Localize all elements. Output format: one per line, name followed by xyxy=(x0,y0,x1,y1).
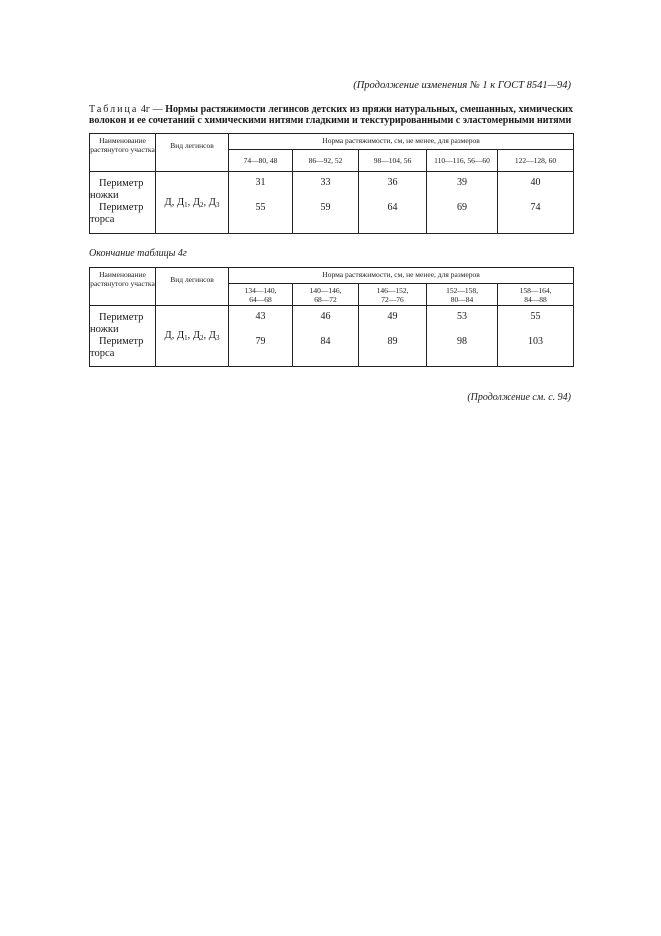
value-cell: 33 59 xyxy=(293,172,359,234)
caption-label: Таблица xyxy=(89,104,139,115)
table-continuation-caption: Окончание таблицы 4г xyxy=(89,248,187,259)
zone-cell xyxy=(90,172,156,234)
value-cell: 46 84 xyxy=(293,306,359,367)
zone-cell xyxy=(90,306,156,367)
page-header: (Продолжение изменения № 1 к ГОСТ 8541—94) xyxy=(353,80,571,91)
value-cell: 55 103 xyxy=(498,306,574,367)
size-header: 110—116, 56—60 xyxy=(427,150,498,172)
value-cell: 40 74 xyxy=(498,172,574,234)
zone-name: торса xyxy=(90,348,115,359)
size-header: 140—146, 68—72 xyxy=(293,284,359,306)
legging-type-cell: Д, $Д_1$, $Д_2$, $Д_3$ xyxy=(156,306,229,367)
table-caption xyxy=(89,104,573,126)
value-cell: 31 55 xyxy=(229,172,293,234)
size-header: 122—128, 60 xyxy=(498,150,574,172)
stretch-norms-table xyxy=(89,133,574,234)
caption-number: 4г xyxy=(140,104,151,115)
zone-column-header: Наименование растянутого участка xyxy=(90,134,156,172)
value-cell: 36 64 xyxy=(359,172,427,234)
zone-name: ножки xyxy=(90,324,119,335)
zone-name: торса xyxy=(90,214,115,225)
size-header: 146—152, 72—76 xyxy=(359,284,427,306)
zone-name: Периметр xyxy=(99,202,144,213)
size-header: 98—104, 56 xyxy=(359,150,427,172)
value-cell: 39 69 xyxy=(427,172,498,234)
type-column-header: Вид легинсов xyxy=(156,268,229,306)
legging-type-cell: Д, $Д_1$, $Д_2$, $Д_3$ xyxy=(156,172,229,234)
type-column-header: Вид легинсов xyxy=(156,134,229,172)
size-header: 152—158, 80—84 xyxy=(427,284,498,306)
zone-name: Периметр xyxy=(99,178,144,189)
value-cell: 53 98 xyxy=(427,306,498,367)
zone-name: Периметр xyxy=(99,312,144,323)
norm-column-header: Норма растяжимости, см, не менее, для размеров xyxy=(229,134,574,150)
zone-column-header: Наименование растянутого участка xyxy=(90,268,156,306)
size-header: 86—92, 52 xyxy=(293,150,359,172)
caption-dash: — xyxy=(152,104,163,115)
value-cell: 43 79 xyxy=(229,306,293,367)
value-cell: 49 89 xyxy=(359,306,427,367)
zone-name: ножки xyxy=(90,190,119,201)
zone-name: Периметр xyxy=(99,336,144,347)
stretch-norms-table-ending xyxy=(89,267,574,367)
caption-title: Нормы растяжимости легинсов детских из пряжи натуральных, смешанных, химических волокон и ее сочетаний с химическими нитями гладкими и текстурированными с эластомерными нитями xyxy=(89,104,574,126)
norm-column-header: Норма растяжимости, см, не менее, для размеров xyxy=(229,268,574,284)
size-header: 158—164, 84—88 xyxy=(498,284,574,306)
page-footer: (Продолжение см. с. 94) xyxy=(467,392,571,403)
size-header: 134—140, 64—68 xyxy=(229,284,293,306)
size-header: 74—80, 48 xyxy=(229,150,293,172)
